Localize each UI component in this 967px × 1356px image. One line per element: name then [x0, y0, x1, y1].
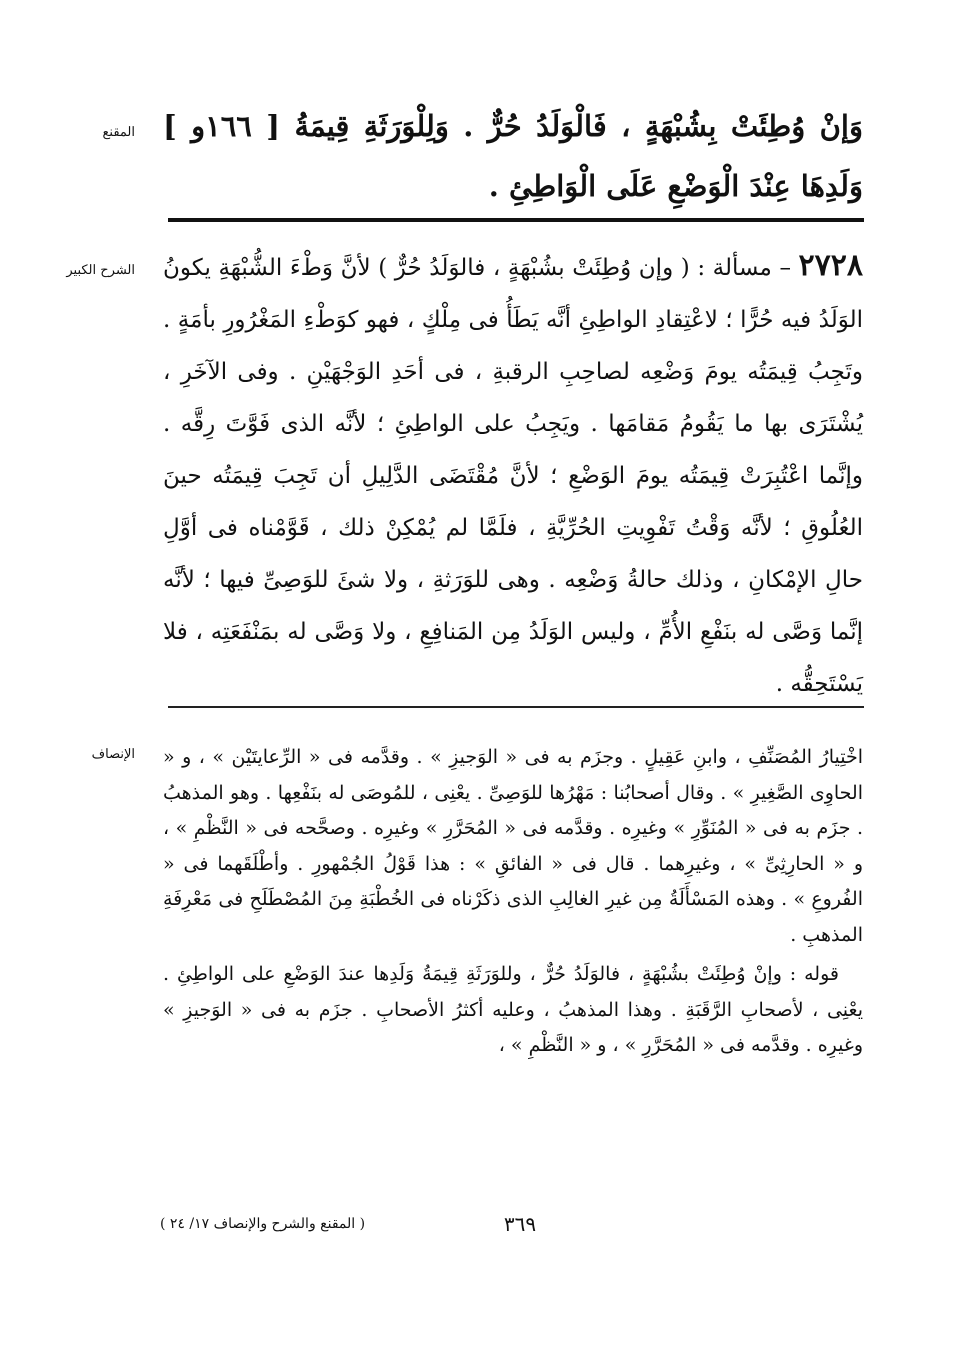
sharh-body: – مسألة : ( وإن وُطِئَتْ بشُبْهَةٍ ، فالوَلَدُ حُرٌّ ) لأنَّ وَطْءَ الشُّبْهَةِ يكونُ الوَلَدُ فيه حُرًّا ؛ لاعْتِقادِ الواطِئِ أنَّه يَطَأُ فى مِلْكٍ ، فهو كوَطْءِ المَغْرُورِ بأمَةٍ . وتَجِبُ قِيمَتُه يومَ وَضْعِه لصاحِبِ الرقبةِ ، فى أحَدِ الوَجْهَيْنِ . وفى الآخَرِ ، يُشْتَرَى بها ما يَقُومُ مَقامَها . ويَجِبُ على الواطِئِ ؛ لأنَّه الذى فَوَّتَ رِقَّه . وإنَّما اعْتُبِرَتْ قِيمَتُه يومَ الوَضْعِ ؛ لأنَّ مُقْتَضَى الدَّلِيلِ أن تَجِبَ قِيمَتُه حينَ العُلُوقِ ؛ لأنَّه وَقْتُ تَفْوِيتِ الحُرِّيَّةِ ، فلَمَّا لم يُمْكِنْ ذلك ، قَوَّمْناه فى أوَّلِ حالِ الإمْكانِ ، وذلك حالةُ وَضْعِه . وهى للوَرَثةِ ، ولا شئَ للوَصِىِّ فيها ؛ لأنَّه إنَّما وَصَّى له بنَفْعِ الأُمِّ ، وليس الوَلَدُ مِن المَنافِعِ ، ولا وَصَّى له بمَنْفَعَتِه ، فلا يَسْتَحِقُّه .: [163, 255, 863, 697]
insaf-paragraph-1: اخْتِيارُ المُصَنِّفِ ، وابنِ عَقِيلٍ . وجزَم به فى « الوَجيزِ » . وقدَّمه فى « الرِّعايتَيْن » ، و « الحاوِى الصَّغِيرِ » . وقال أصحابُنا : مَهْرُها للوَصِىِّ . يعْنِى ، للمُوصَى له بنَفْعِها . وهو المذهبُ . جزَم به فى « المُنَوِّرِ » وغيرِه . وقدَّمه فى « المُحَرَّرِ » وغيرِه . وصحَّحه فى « النَّظْمِ » ، و « الحارِثِىِّ » ، وغيرِهما . قال فى « الفائقِ » : هذا قَوْلُ الجُمْهورِ . وأطْلَقَهما فى « الفُروعِ » . وهذه المَسْأَلَةُ مِن غيرِ الغالِبِ الذى ذكَرْناه فى الخُطْبَةِ مِنَ المُصْطَلَحِ فى مَعْرِفَةِ المذهبِ .: [163, 746, 863, 946]
source-reference: ( المقنع والشرح والإنصاف ١٧/ ٢٤ ): [160, 1216, 366, 1232]
matn-paragraph: وَإنْ وُطِئَتْ بِشُبْهَةٍ ، فَالْوَلَدُ حُرٌّ . وَلِلْوَرَثَةِ قِيمَةُ [ ١٦٦و ] وَلَدِهَا عِنْدَ الْوَضْعِ عَلَى الْوَاطِئِ .: [163, 109, 863, 203]
label-muqni: المقنع: [102, 125, 135, 140]
label-insaf: الإنصاف: [91, 747, 135, 762]
page-footer: [160, 1212, 860, 1242]
sharh-paragraph: [163, 240, 863, 710]
section-divider-thick: [168, 218, 864, 222]
page-number: ٣٦٩: [503, 1212, 537, 1236]
section-divider-thin: [168, 706, 864, 708]
insaf-paragraph-2: قوله : وإنْ وُطِئَتْ بشُبْهَةٍ ، فالوَلَدُ حُرٌّ ، وللوَرَثَةِ قِيمَةُ وَلَدِها عندَ الوَضْعِ على الواطِئِ . يعْنِى ، لأصحابِ الرَّقَبَةِ . وهذا المذهبُ ، وعليه أكثرُ الأصحابِ . جزَم به فى « الوَجيزِ » وغيرِه . وقدَّمه فى « المُحَرَّرِ » ، و « النَّظْمِ » ،: [163, 963, 863, 1056]
matn-section: [163, 96, 863, 216]
insaf-section: [163, 740, 863, 1064]
label-sharh: الشرح الكبير: [66, 263, 135, 278]
sharh-section: [163, 240, 863, 710]
issue-number: ٢٧٢٨: [798, 248, 863, 283]
